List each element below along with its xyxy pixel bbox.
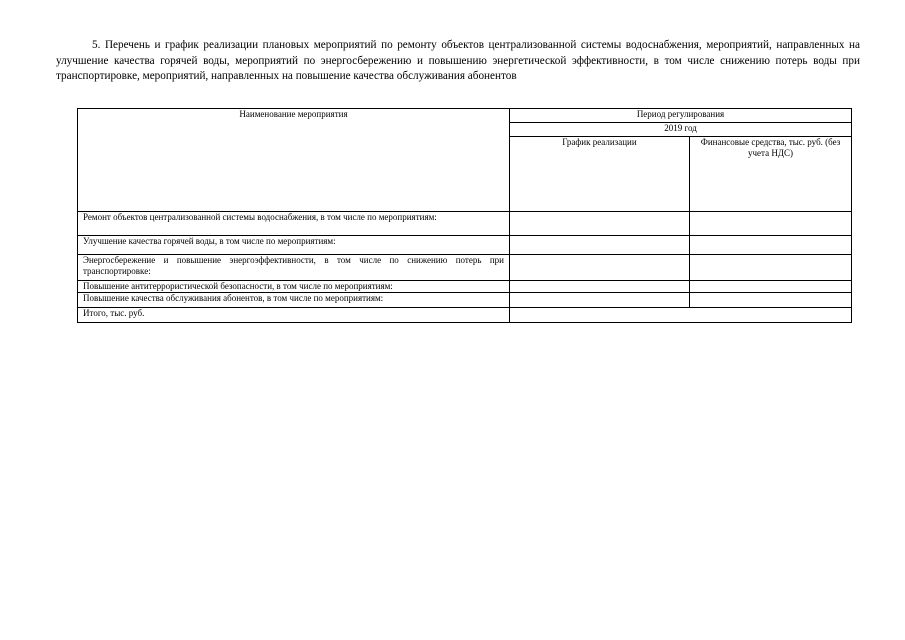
total-label: Итого, тыс. руб. [78,308,510,323]
finance-cell [690,236,852,255]
total-value-cell [510,308,852,323]
table-row [78,212,852,236]
header-finance: Финансовые средства, тыс. руб. (без учета НДС) [690,137,852,212]
header-period: Период регулирования [510,109,852,123]
events-table [77,108,852,323]
row-label: Энергосбережение и повышение энергоэффективности, в том числе по снижению потерь при транспортировке: [78,255,510,281]
table-row [78,293,852,308]
header-year: 2019 год [510,123,852,137]
schedule-cell [510,281,690,293]
row-label: Повышение антитеррористической безопасности, в том числе по мероприятиям: [78,281,510,293]
row-label: Ремонт объектов централизованной системы водоснабжения, в том числе по мероприятиям: [78,212,510,236]
finance-cell [690,212,852,236]
table-row [78,281,852,293]
table-row [78,236,852,255]
schedule-cell [510,255,690,281]
schedule-cell [510,236,690,255]
finance-cell [690,255,852,281]
schedule-cell [510,212,690,236]
schedule-cell [510,293,690,308]
row-label: Улучшение качества горячей воды, в том числе по мероприятиям: [78,236,510,255]
header-event-name: Наименование мероприятия [78,109,510,212]
header-schedule: График реализации [510,137,690,212]
finance-cell [690,281,852,293]
row-label: Повышение качества обслуживания абонентов, в том числе по мероприятиям: [78,293,510,308]
section-heading: 5. Перечень и график реализации плановых мероприятий по ремонту объектов централизованной системы водоснабжения, мероприятий, направленных на улучшение качества горячей воды, мероприятий по энергосбережению и повышению энергетической эффективности, в том числе снижению потерь воды при транспортировке, мероприятий, направленных на повышение качества обслуживания абонентов [56,39,860,82]
table-row-total [78,308,852,323]
finance-cell [690,293,852,308]
table-row [78,255,852,281]
